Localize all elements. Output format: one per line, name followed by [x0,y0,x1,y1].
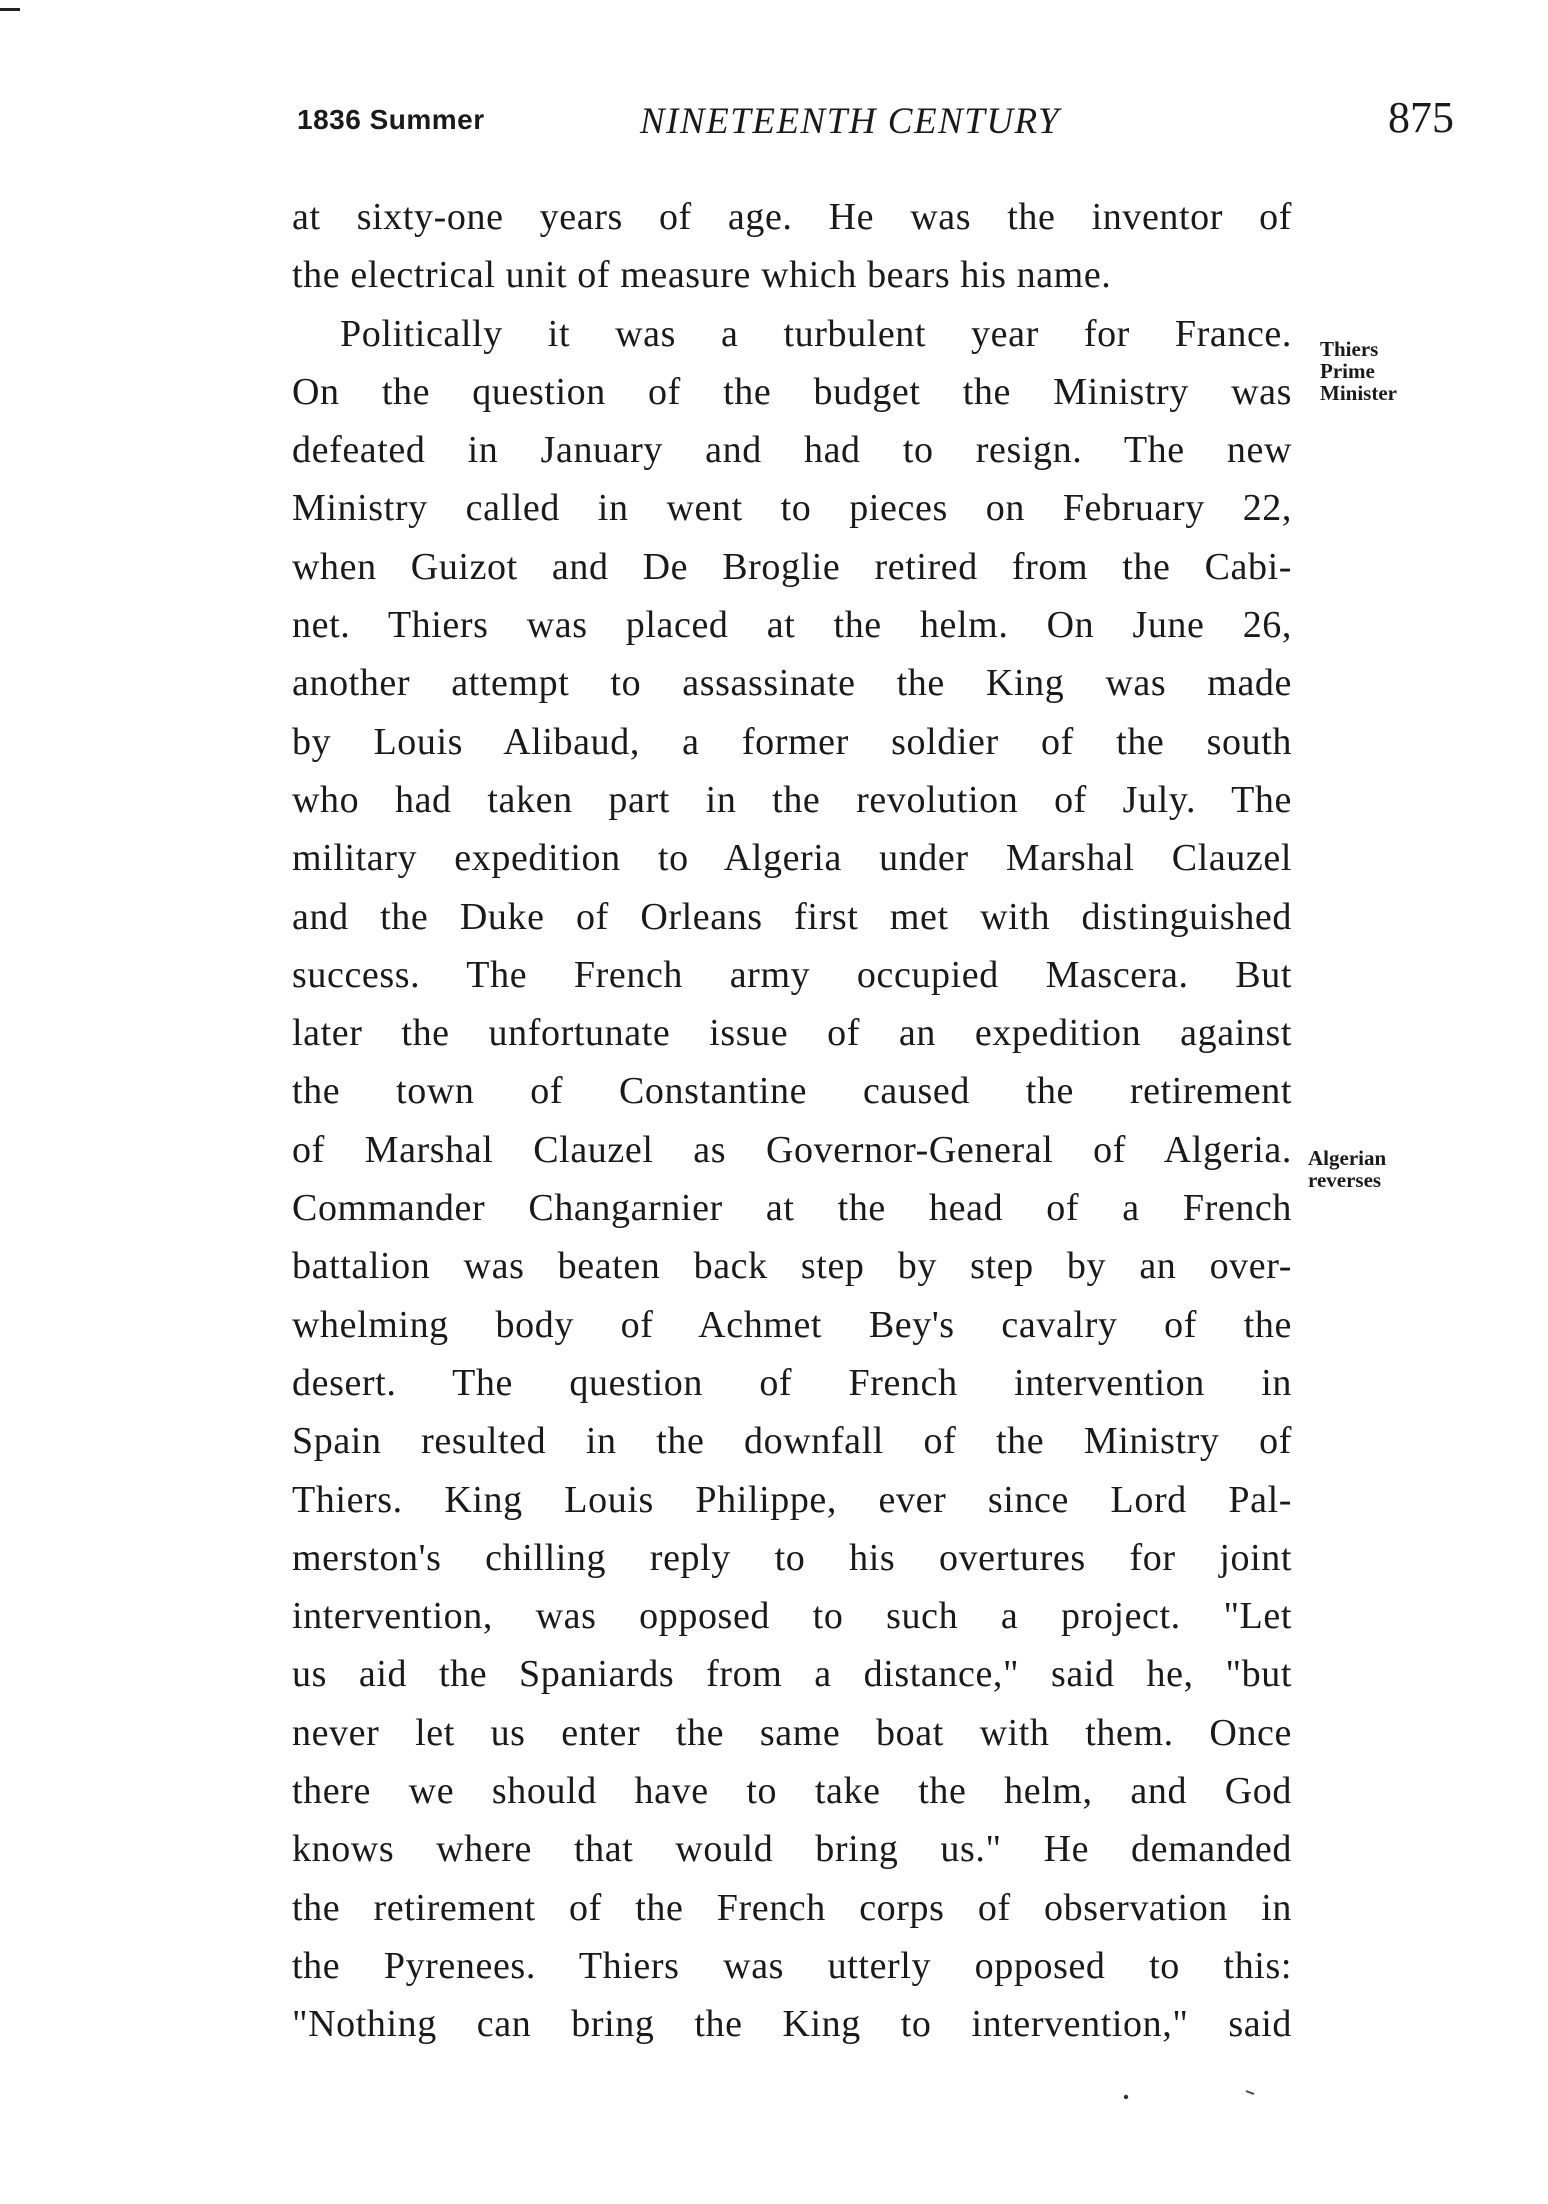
text-line: defeated in January and had to resign. The new [292,429,1292,472]
running-header-date: 1836 Summer [297,104,485,135]
text-line: On the question of the budget the Ministry was [292,370,1292,413]
text-line: the town of Constantine caused the retirement [292,1070,1292,1113]
body-text [292,188,1292,2054]
text-line: military expedition to Algeria under Marshal Clauzel [292,837,1292,880]
text-line: net. Thiers was placed at the helm. On June 26, [292,604,1292,647]
text-line: battalion was beaten back step by step by an over- [292,1245,1292,1288]
running-header-title: NINETEENTH CENTURY [640,101,1061,142]
text-line: desert. The question of French intervention in [292,1361,1292,1404]
text-line: knows where that would bring us." He demanded [292,1828,1292,1871]
sidenote-algerian-reverses [1308,1147,1386,1191]
text-line: merston's chilling reply to his overtures for joint [292,1536,1292,1579]
text-line: us aid the Spaniards from a distance," said he, "but [292,1653,1292,1696]
sidenote-thiers-prime-minister [1320,338,1397,404]
text-line: Ministry called in went to pieces on February 22, [292,487,1292,530]
sidenote-line: Prime [1320,359,1375,383]
text-line: of Marshal Clauzel as Governor-General of Algeria. [292,1128,1292,1171]
text-line: and the Duke of Orleans first met with distinguished [292,895,1292,938]
text-line: Spain resulted in the downfall of the Ministry of [292,1420,1292,1463]
text-line: intervention, was opposed to such a project. "Let [292,1595,1292,1638]
text-line: never let us enter the same boat with them. Once [292,1711,1292,1754]
print-specks [1118,2085,1258,2105]
text-line: the electrical unit of measure which bears his name. [292,254,1112,297]
text-line: when Guizot and De Broglie retired from the Cabi- [292,545,1292,588]
text-line: Politically it was a turbulent year for France. [340,312,1292,355]
text-line: there we should have to take the helm, and God [292,1770,1292,1813]
sidenote-line: Algerian [1308,1146,1387,1170]
text-line: another attempt to assassinate the King was made [292,662,1292,705]
corner-mark [0,8,20,11]
text-line: "Nothing can bring the King to intervention," said [292,2003,1292,2046]
text-line: Thiers. King Louis Philippe, ever since Lord Pal- [292,1478,1292,1521]
text-line: the Pyrenees. Thiers was utterly opposed to this: [292,1944,1292,1987]
text-line: whelming body of Achmet Bey's cavalry of the [292,1303,1292,1346]
text-line: at sixty-one years of age. He was the inventor of [292,196,1292,238]
text-line: Commander Changarnier at the head of a French [292,1187,1292,1230]
sidenote-line: Minister [1320,381,1397,405]
text-line: who had taken part in the revolution of July. The [292,778,1292,821]
text-line: by Louis Alibaud, a former soldier of the south [292,720,1292,763]
sidenote-line: reverses [1308,1168,1382,1192]
text-line: later the unfortunate issue of an expedition against [292,1012,1292,1055]
text-line: success. The French army occupied Mascera. But [292,953,1292,996]
text-line: the retirement of the French corps of observation in [292,1886,1292,1929]
sidenote-line: Thiers [1320,337,1379,361]
page-number: 875 [1388,93,1454,142]
